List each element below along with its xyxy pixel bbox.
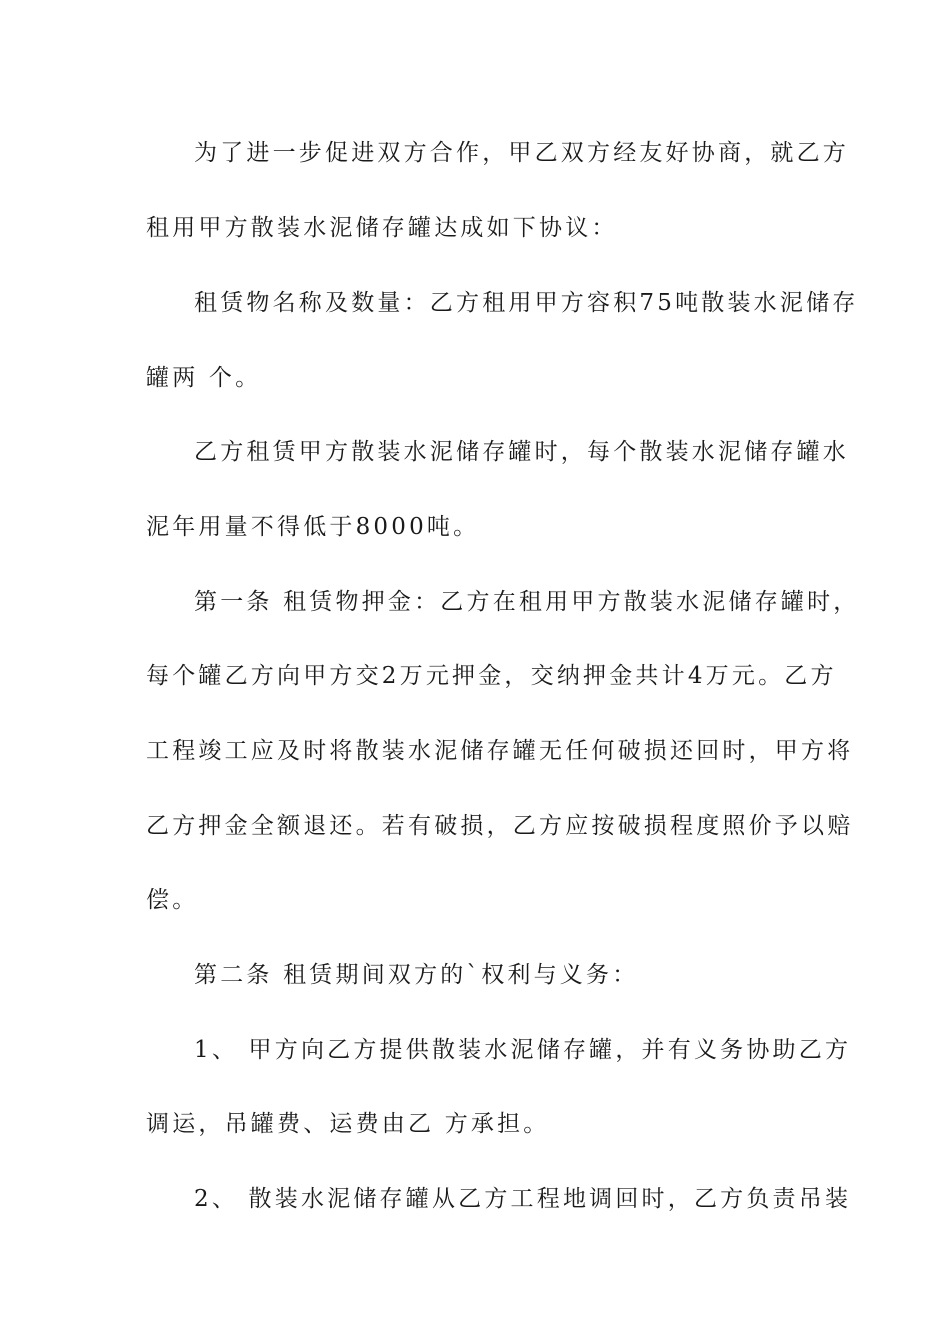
paragraph-line: 第一条 租赁物押金：乙方在租用甲方散装水泥储存罐时， — [194, 589, 860, 615]
paragraph-line: 租赁物名称及数量：乙方租用甲方容积75吨散装水泥储存 — [194, 290, 859, 316]
paragraph-line: 每个罐乙方向甲方交2万元押金，交纳押金共计4万元。乙方 — [146, 663, 837, 689]
paragraph-line: 第二条 租赁期间双方的`权利与义务： — [194, 962, 639, 988]
paragraph-line: 乙方押金全额退还。若有破损，乙方应按破损程度照价予以赔 — [146, 813, 854, 839]
paragraph-line: 乙方租赁甲方散装水泥储存罐时，每个散装水泥储存罐水 — [194, 439, 849, 465]
paragraph-line: 泥年用量不得低于8000吨。 — [146, 514, 480, 540]
paragraph-line: 偿。 — [146, 887, 199, 913]
paragraph-line: 为了进一步促进双方合作，甲乙双方经友好协商，就乙方 — [194, 140, 849, 166]
paragraph-line: 2、 散装水泥储存罐从乙方工程地调回时，乙方负责吊装 — [194, 1186, 852, 1212]
paragraph-line: 1、 甲方向乙方提供散装水泥储存罐，并有义务协助乙方 — [194, 1037, 852, 1063]
paragraph-line: 租用甲方散装水泥储存罐达成如下协议： — [146, 215, 618, 241]
paragraph-line: 调运，吊罐费、运费由乙 方承担。 — [146, 1111, 550, 1137]
paragraph-line: 罐两 个。 — [146, 365, 262, 391]
paragraph-line: 工程竣工应及时将散装水泥储存罐无任何破损还回时，甲方将 — [146, 738, 854, 764]
